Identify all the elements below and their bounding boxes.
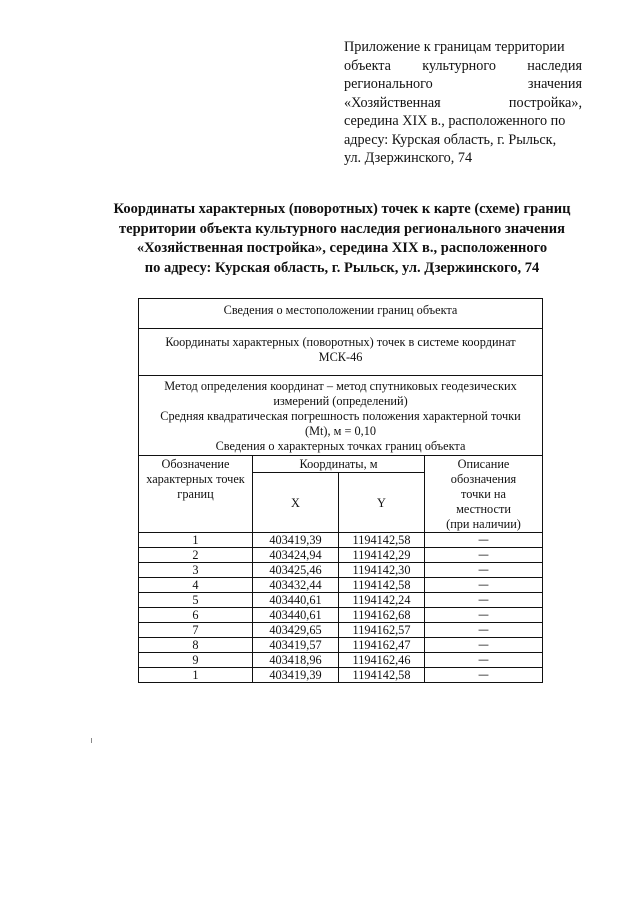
x-value: 403440,61 [253,593,339,608]
description-header-line: точки на [461,487,506,501]
y-value: 1194162,47 [339,638,425,653]
description-value: — [425,593,543,608]
point-number: 6 [139,608,253,623]
y-value: 1194162,57 [339,623,425,638]
method-line: Метод определения координат – метод спутниковых геодезических [164,379,517,393]
x-value: 403419,39 [253,668,339,683]
description-value: — [425,533,543,548]
title-line: «Хозяйственная постройка», середина XIX в., расположенного [136,240,548,256]
method-line: (Mt), м = 0,10 [304,424,377,438]
section-header: Сведения о местоположении границ объекта [139,299,543,329]
y-value: 1194162,68 [339,608,425,623]
description-value: — [425,668,543,683]
y-value: 1194142,24 [339,593,425,608]
method-line: измерений (определений) [273,394,408,408]
y-value: 1194142,58 [339,578,425,593]
description-value: — [425,608,543,623]
point-number: 7 [139,623,253,638]
point-number: 8 [139,638,253,653]
document-title [92,200,592,278]
point-header-line: границ [177,487,214,501]
table-row [139,608,543,623]
point-number: 9 [139,653,253,668]
x-value: 403424,94 [253,548,339,563]
coordinate-system-line: МСК-46 [318,350,363,364]
point-header-line: характерных точек [146,472,245,486]
x-value: 403429,65 [253,623,339,638]
description-header-line: местности [456,502,511,516]
x-column-header: X [253,473,339,533]
table-row [139,533,543,548]
description-value: — [425,563,543,578]
y-column-header: Y [339,473,425,533]
x-value: 403432,44 [253,578,339,593]
x-value: 403419,57 [253,638,339,653]
table-row [139,548,543,563]
table-row [139,593,543,608]
description-header-line: обозначения [450,472,517,486]
coordinate-system-cell [139,329,543,376]
description-header [425,456,543,533]
description-value: — [425,638,543,653]
method-line: Средняя квадратическая погрешность положения характерной точки [160,409,521,423]
table-row [139,653,543,668]
appendix-line: объекта культурного наследия [344,57,582,74]
appendix-line: адресу: Курская область, г. Рыльск, [344,131,557,148]
appendix-line: Приложение к границам территории [344,39,565,55]
description-value: — [425,623,543,638]
appendix-line: середина XIX в., расположенного по [344,113,566,129]
y-value: 1194142,58 [339,668,425,683]
y-value: 1194162,46 [339,653,425,668]
appendix-line: регионального значения [344,76,582,92]
appendix-line: «Хозяйственная постройка», [344,94,582,111]
point-designation-header [139,456,253,533]
table-row [139,563,543,578]
description-header-line: Описание [457,457,510,471]
y-value: 1194142,58 [339,533,425,548]
title-line: по адресу: Курская область, г. Рыльск, ул. Дзержинского, 74 [144,259,540,276]
point-header-line: Обозначение [161,457,230,471]
point-number: 1 [139,533,253,548]
appendix-note [344,38,582,168]
coordinates-header: Координаты, м [253,456,425,473]
x-value: 403425,46 [253,563,339,578]
description-header-line: (при наличии) [446,517,521,531]
table-row [139,638,543,653]
point-number: 5 [139,593,253,608]
point-number: 1 [139,668,253,683]
points-info-line: Сведения о характерных точках границ объекта [215,439,466,453]
coordinate-system-line: Координаты характерных (поворотных) точек в системе координат [165,335,516,349]
title-line: территории объекта культурного наследия регионального значения [119,220,565,237]
table-row [139,623,543,638]
y-value: 1194142,29 [339,548,425,563]
point-number: 2 [139,548,253,563]
point-number: 4 [139,578,253,593]
x-value: 403419,39 [253,533,339,548]
table-row [139,668,543,683]
description-value: — [425,653,543,668]
method-cell [139,376,543,456]
scan-artifact-mark [91,738,92,743]
x-value: 403418,96 [253,653,339,668]
point-number: 3 [139,563,253,578]
appendix-line: ул. Дзержинского, 74 [344,150,473,166]
coordinates-table [138,298,543,683]
table-row [139,578,543,593]
x-value: 403440,61 [253,608,339,623]
description-value: — [425,548,543,563]
y-value: 1194142,30 [339,563,425,578]
description-value: — [425,578,543,593]
title-line: Координаты характерных (поворотных) точек к карте (схеме) границ [113,201,571,217]
